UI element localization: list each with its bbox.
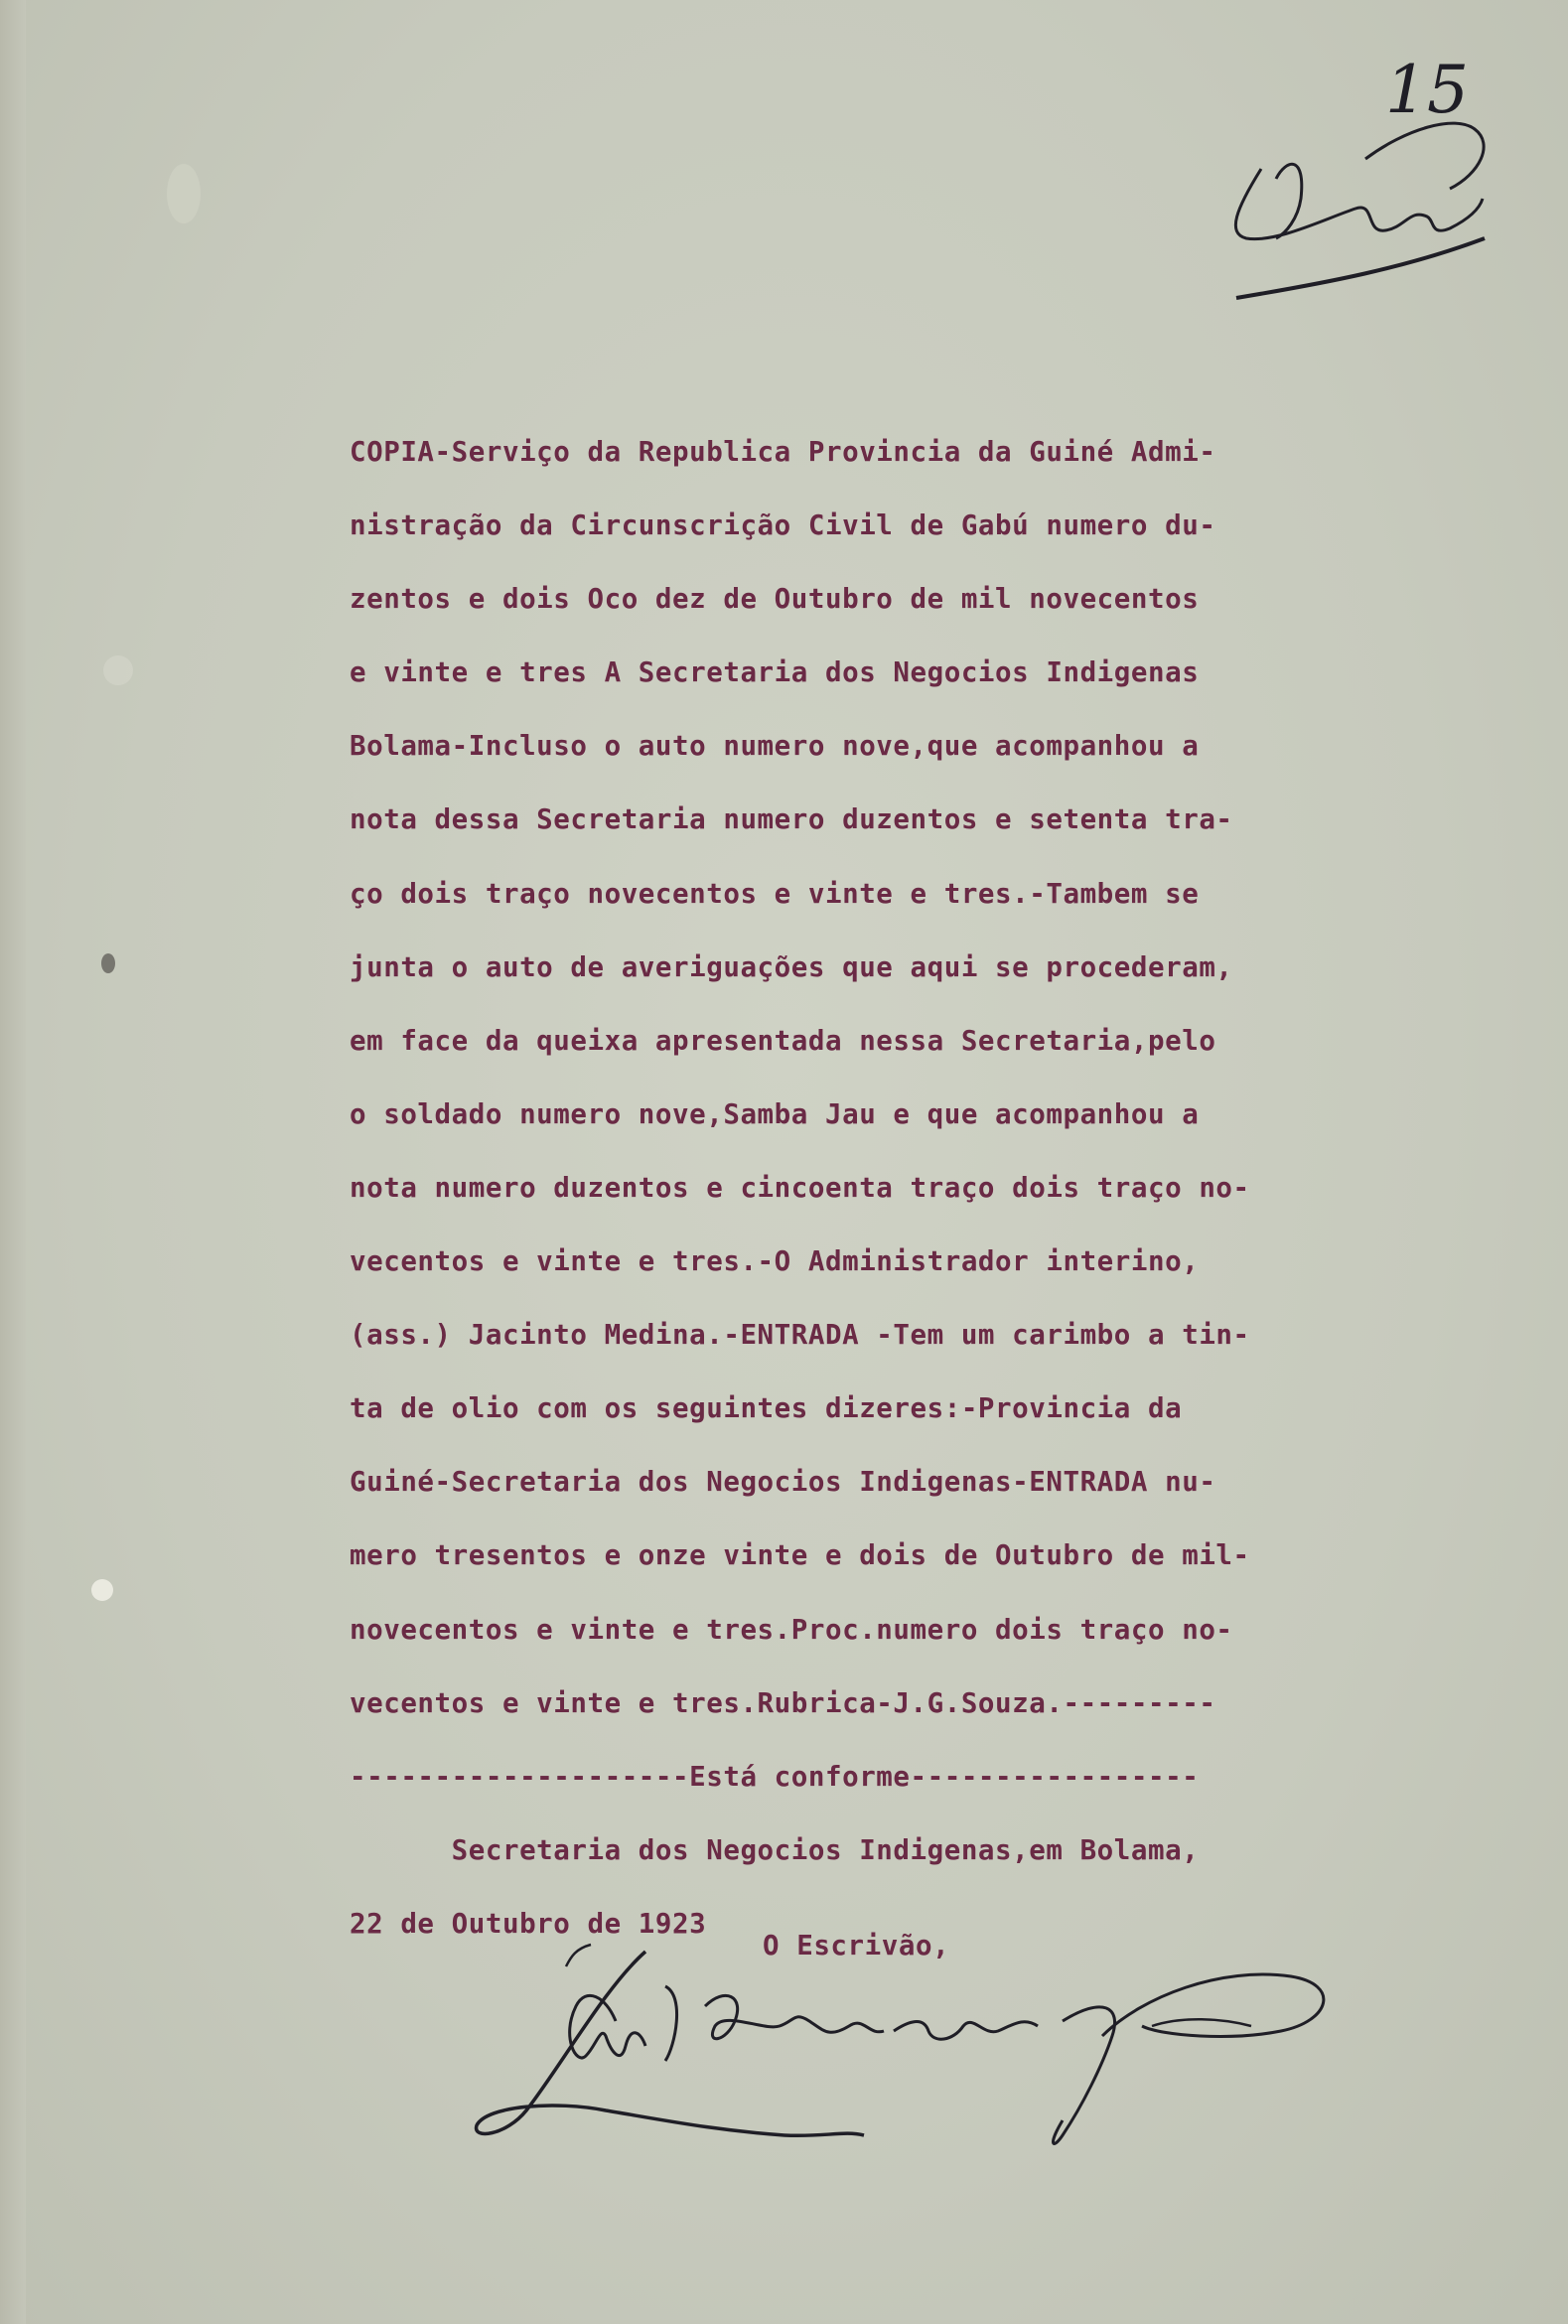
body-line: o soldado numero nove,Samba Jau e que acompanhou a xyxy=(350,1097,1200,1130)
body-line: em face da queixa apresentada nessa Secretaria,pelo xyxy=(350,1024,1216,1057)
body-line: novecentos e vinte e tres.Proc.numero dois traço no- xyxy=(350,1613,1233,1646)
paper-stain xyxy=(101,953,115,973)
paper-left-edge xyxy=(0,0,26,2324)
handwritten-signature xyxy=(467,1927,1360,2165)
body-line: vecentos e vinte e tres.-O Administrador interino, xyxy=(350,1245,1200,1278)
body-line: nistração da Circunscrição Civil de Gabú numero du- xyxy=(350,509,1216,542)
closing-title: O Escrivão, xyxy=(763,1930,950,1961)
body-line: junta o auto de averiguações que aqui se procederam, xyxy=(350,950,1233,983)
body-line: nota dessa Secretaria numero duzentos e setenta tra- xyxy=(350,803,1233,836)
body-line: vecentos e vinte e tres.Rubrica-J.G.Souza.--------- xyxy=(350,1686,1216,1719)
page-number-flourish xyxy=(1207,60,1504,318)
body-line: --------------------Está conforme----------------- xyxy=(350,1760,1200,1793)
paper-stain xyxy=(103,655,133,685)
body-line: zentos e dois Oco dez de Outubro de mil novecentos xyxy=(350,583,1200,616)
body-line: nota numero duzentos e cincoenta traço dois traço no- xyxy=(350,1171,1250,1204)
body-line: Guiné-Secretaria dos Negocios Indigenas-ENTRADA nu- xyxy=(350,1466,1216,1499)
paper-stain xyxy=(167,164,201,223)
body-line: ço dois traço novecentos e vinte e tres.-Tambem se xyxy=(350,877,1200,910)
body-line: Secretaria dos Negocios Indigenas,em Bolama, xyxy=(350,1833,1200,1866)
body-line: e vinte e tres A Secretaria dos Negocios Indigenas xyxy=(350,656,1200,689)
body-line: (ass.) Jacinto Medina.-ENTRADA -Tem um carimbo a tin- xyxy=(350,1319,1250,1352)
body-line: Bolama-Incluso o auto numero nove,que acompanhou a xyxy=(350,730,1200,763)
body-line: 22 de Outubro de 1923 xyxy=(350,1907,707,1940)
body-line: COPIA-Serviço da Republica Provincia da Guiné Admi- xyxy=(350,436,1216,468)
page-number: 15 xyxy=(1385,52,1469,128)
typed-body xyxy=(350,415,1402,1961)
body-line: mero tresentos e onze vinte e dois de Outubro de mil- xyxy=(350,1539,1250,1572)
paper-stain xyxy=(91,1579,113,1601)
body-line: ta de olio com os seguintes dizeres:-Provincia da xyxy=(350,1392,1183,1425)
